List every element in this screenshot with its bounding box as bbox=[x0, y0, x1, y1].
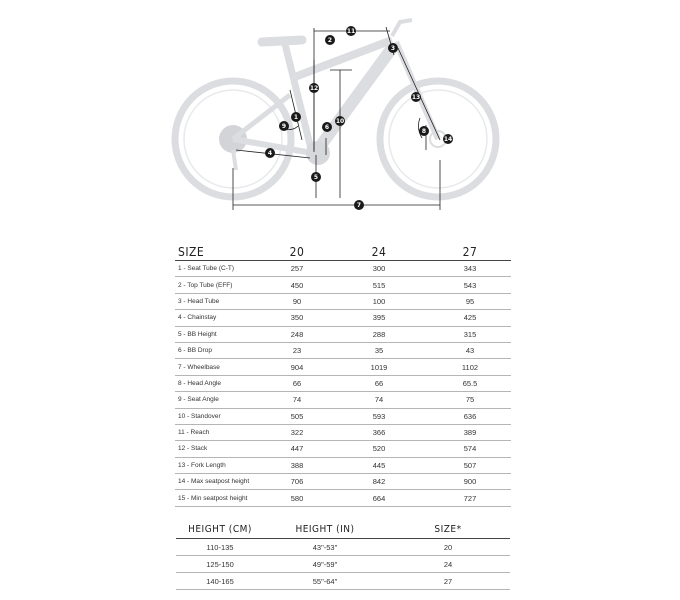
svg-text:7: 7 bbox=[356, 202, 362, 209]
svg-text:12: 12 bbox=[309, 85, 319, 92]
measurement-value: 66 bbox=[265, 375, 329, 391]
measurement-value: 100 bbox=[329, 293, 429, 309]
measurement-value: 580 bbox=[265, 490, 329, 506]
measurement-value: 900 bbox=[429, 474, 511, 490]
measurement-label: 13 - Fork Length bbox=[175, 457, 265, 473]
height-in-cell: 55"-64" bbox=[264, 573, 386, 590]
measurement-value: 300 bbox=[329, 261, 429, 277]
callout-14 bbox=[443, 134, 453, 144]
callout-7 bbox=[354, 200, 364, 210]
svg-text:3: 3 bbox=[390, 45, 396, 52]
table-row bbox=[175, 490, 511, 506]
measurement-value: 315 bbox=[429, 326, 511, 342]
measurement-value: 257 bbox=[265, 261, 329, 277]
size-recommendation-table bbox=[176, 520, 510, 590]
measurement-value: 515 bbox=[329, 277, 429, 293]
measurement-value: 65.5 bbox=[429, 375, 511, 391]
height-size-cell: 20 bbox=[386, 539, 510, 556]
measurement-value: 389 bbox=[429, 424, 511, 440]
measurement-value: 343 bbox=[429, 261, 511, 277]
measurement-value: 636 bbox=[429, 408, 511, 424]
table-row bbox=[175, 293, 511, 309]
height-cm-cell: 140-165 bbox=[176, 573, 264, 590]
measurement-value: 507 bbox=[429, 457, 511, 473]
measurement-label: 2 - Top Tube (EFF) bbox=[175, 277, 265, 293]
measurement-value: 366 bbox=[329, 424, 429, 440]
callout-3 bbox=[388, 43, 398, 53]
measurement-value: 74 bbox=[265, 392, 329, 408]
measurement-label: 4 - Chainstay bbox=[175, 310, 265, 326]
measurement-value: 1102 bbox=[429, 359, 511, 375]
svg-text:13: 13 bbox=[411, 94, 421, 101]
measurement-value: 904 bbox=[265, 359, 329, 375]
measurement-value: 593 bbox=[329, 408, 429, 424]
height-cm-header: HEIGHT (CM) bbox=[176, 520, 264, 539]
table-row bbox=[175, 261, 511, 277]
table-row bbox=[175, 424, 511, 440]
measurement-value: 842 bbox=[329, 474, 429, 490]
measurement-value: 505 bbox=[265, 408, 329, 424]
size-header: SIZE* bbox=[386, 520, 510, 539]
table-row bbox=[176, 556, 510, 573]
measurement-value: 1019 bbox=[329, 359, 429, 375]
measurement-label: 11 - Reach bbox=[175, 424, 265, 440]
measurement-value: 322 bbox=[265, 424, 329, 440]
callout-8 bbox=[419, 126, 429, 136]
measurement-label: 7 - Wheelbase bbox=[175, 359, 265, 375]
table-row bbox=[175, 392, 511, 408]
svg-text:8: 8 bbox=[421, 128, 427, 135]
svg-text:6: 6 bbox=[324, 124, 330, 131]
table-row bbox=[175, 342, 511, 358]
measurement-value: 74 bbox=[329, 392, 429, 408]
callout-6 bbox=[322, 122, 332, 132]
size-header: SIZE bbox=[175, 244, 265, 261]
table-row bbox=[175, 441, 511, 457]
measurement-label: 9 - Seat Angle bbox=[175, 392, 265, 408]
measurement-value: 445 bbox=[329, 457, 429, 473]
table-row bbox=[175, 408, 511, 424]
height-size-cell: 24 bbox=[386, 556, 510, 573]
size-24-header: 24 bbox=[329, 244, 429, 261]
measurement-value: 75 bbox=[429, 392, 511, 408]
table-row bbox=[176, 539, 510, 556]
table-row bbox=[175, 457, 511, 473]
svg-text:11: 11 bbox=[346, 28, 356, 35]
measurement-label: 8 - Head Angle bbox=[175, 375, 265, 391]
table-row bbox=[175, 310, 511, 326]
measurement-value: 727 bbox=[429, 490, 511, 506]
callout-2 bbox=[325, 35, 335, 45]
height-in-header: HEIGHT (IN) bbox=[264, 520, 386, 539]
measurement-value: 23 bbox=[265, 342, 329, 358]
measurement-label: 3 - Head Tube bbox=[175, 293, 265, 309]
measurement-label: 14 - Max seatpost height bbox=[175, 474, 265, 490]
callout-10 bbox=[335, 116, 345, 126]
measurement-label: 12 - Stack bbox=[175, 441, 265, 457]
size-27-header: 27 bbox=[429, 244, 511, 261]
measurement-value: 90 bbox=[265, 293, 329, 309]
callout-4 bbox=[265, 148, 275, 158]
table-row bbox=[175, 375, 511, 391]
callout-1 bbox=[291, 112, 301, 122]
measurement-label: 1 - Seat Tube (C-T) bbox=[175, 261, 265, 277]
measurement-label: 15 - Min seatpost height bbox=[175, 490, 265, 506]
size-header-row bbox=[176, 520, 510, 539]
svg-text:9: 9 bbox=[281, 123, 287, 130]
measurement-value: 574 bbox=[429, 441, 511, 457]
measurement-label: 5 - BB Height bbox=[175, 326, 265, 342]
measurement-value: 664 bbox=[329, 490, 429, 506]
table-row bbox=[176, 573, 510, 590]
height-cm-cell: 125-150 bbox=[176, 556, 264, 573]
callout-12 bbox=[309, 83, 319, 93]
svg-text:2: 2 bbox=[327, 37, 333, 44]
svg-text:10: 10 bbox=[335, 118, 345, 125]
measurement-value: 35 bbox=[329, 342, 429, 358]
callout-9 bbox=[279, 121, 289, 131]
measurement-value: 706 bbox=[265, 474, 329, 490]
bike-geometry-diagram bbox=[0, 0, 680, 225]
svg-text:1: 1 bbox=[293, 114, 299, 121]
measurement-value: 66 bbox=[329, 375, 429, 391]
measurement-value: 447 bbox=[265, 441, 329, 457]
table-row bbox=[175, 359, 511, 375]
table-row bbox=[175, 474, 511, 490]
measurement-value: 395 bbox=[329, 310, 429, 326]
measurement-value: 388 bbox=[265, 457, 329, 473]
callout-5 bbox=[311, 172, 321, 182]
measurement-value: 248 bbox=[265, 326, 329, 342]
height-in-cell: 49"-59" bbox=[264, 556, 386, 573]
size-20-header: 20 bbox=[265, 244, 329, 261]
measurement-value: 543 bbox=[429, 277, 511, 293]
bike-silhouette bbox=[175, 20, 496, 197]
measurement-value: 350 bbox=[265, 310, 329, 326]
measurement-value: 288 bbox=[329, 326, 429, 342]
height-in-cell: 43"-53" bbox=[264, 539, 386, 556]
geometry-table bbox=[175, 244, 511, 507]
measurement-value: 95 bbox=[429, 293, 511, 309]
geometry-header-row bbox=[175, 244, 511, 261]
table-row bbox=[175, 326, 511, 342]
measurement-value: 43 bbox=[429, 342, 511, 358]
callout-11 bbox=[346, 26, 356, 36]
height-cm-cell: 110-135 bbox=[176, 539, 264, 556]
svg-text:4: 4 bbox=[267, 150, 273, 157]
callout-13 bbox=[411, 92, 421, 102]
table-row bbox=[175, 277, 511, 293]
measurement-label: 6 - BB Drop bbox=[175, 342, 265, 358]
measurement-label: 10 - Standover bbox=[175, 408, 265, 424]
height-size-cell: 27 bbox=[386, 573, 510, 590]
measurement-value: 425 bbox=[429, 310, 511, 326]
svg-text:5: 5 bbox=[313, 174, 319, 181]
measurement-value: 450 bbox=[265, 277, 329, 293]
measurement-value: 520 bbox=[329, 441, 429, 457]
svg-text:14: 14 bbox=[443, 136, 453, 143]
